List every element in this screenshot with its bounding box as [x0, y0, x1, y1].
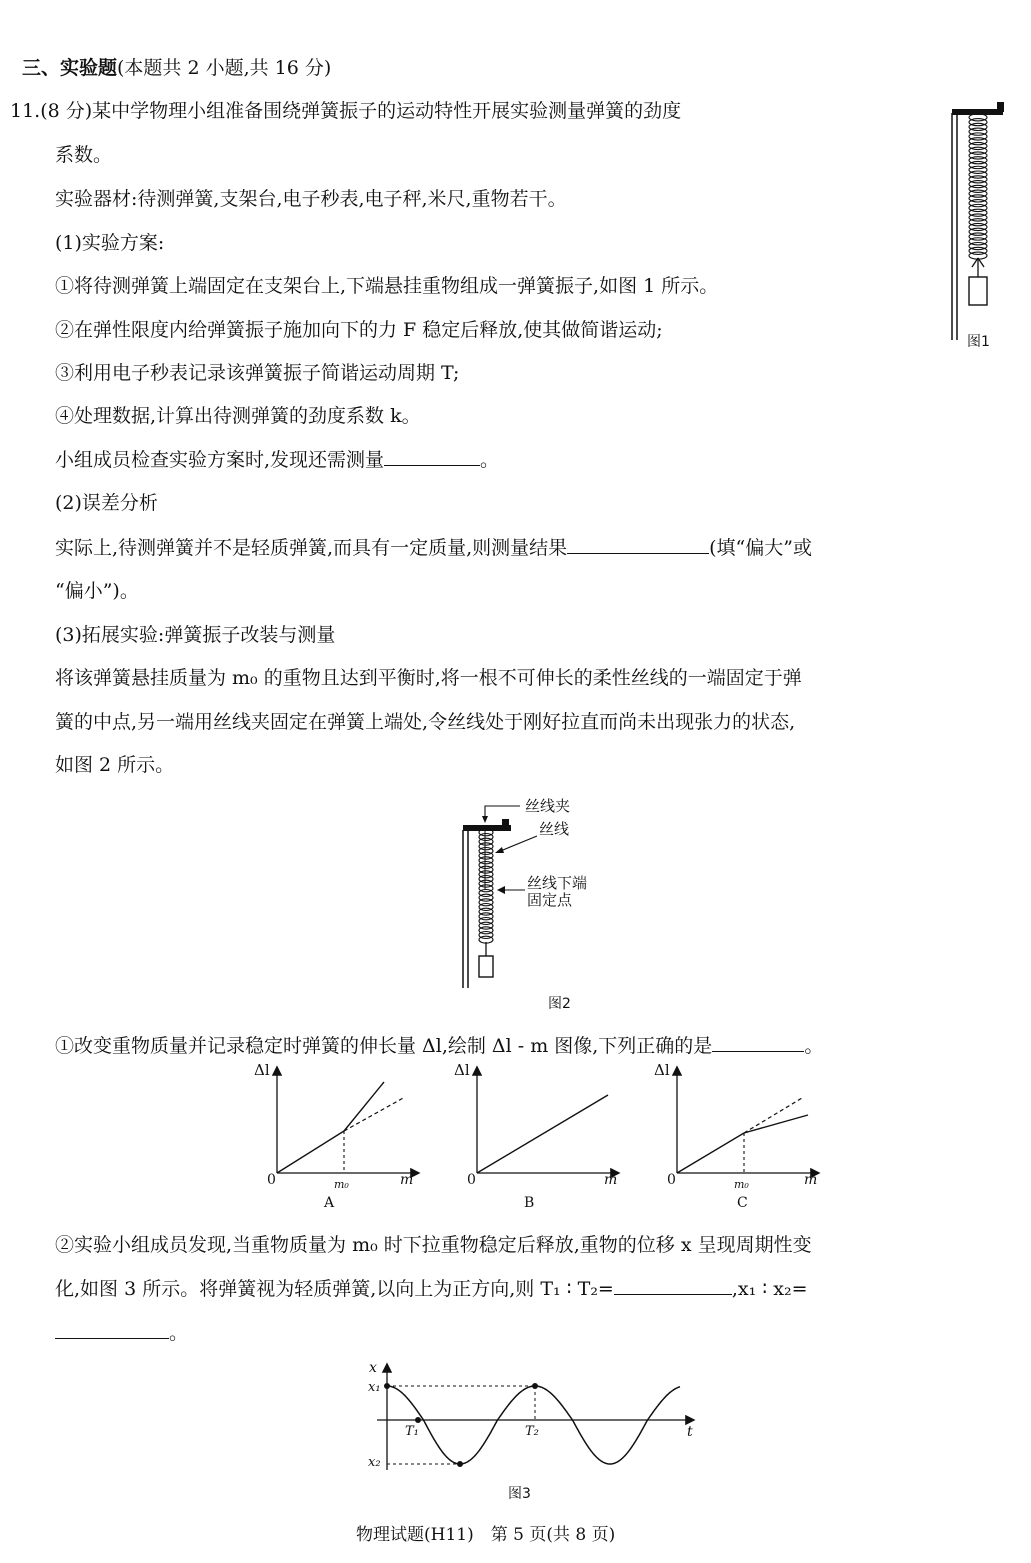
question-first-line: [10, 98, 681, 124]
fig3-x2-label: x₂: [368, 1455, 381, 1470]
error-line-2: “偏小”)。: [55, 580, 139, 602]
figure-1-caption: 图1: [967, 334, 990, 350]
check-line: [55, 447, 499, 473]
graph-options: [250, 1060, 830, 1220]
figure-2: [455, 790, 655, 995]
label-thread-clip: 丝线夹: [525, 797, 571, 815]
graph-b[interactable]: [454, 1061, 618, 1211]
answer-blank-amplitude-ratio[interactable]: [55, 1320, 169, 1339]
answer-blank-measure[interactable]: [384, 447, 480, 466]
fig3-t-axis-label: t: [687, 1424, 693, 1440]
part2-title: (2)误差分析: [55, 492, 158, 514]
figure-1: [940, 95, 1020, 355]
graph-c-origin: 0: [667, 1172, 676, 1188]
check-text: 小组成员检查实验方案时,发现还需测量: [55, 449, 385, 471]
error-hint: (填“偏大”或: [709, 537, 812, 559]
question-number: 11.: [10, 100, 41, 122]
graph-c-x-label: m: [804, 1172, 818, 1188]
graph-c-m0: m₀: [734, 1178, 749, 1191]
fig3-x1-label: x₁: [368, 1380, 381, 1395]
extension-line-1: 将该弹簧悬挂质量为 m₀ 的重物且达到平衡时,将一根不可伸长的柔性丝线的一端固定于弹: [55, 667, 802, 689]
graph-a-letter: A: [324, 1195, 335, 1211]
question-intro: (8 分)某中学物理小组准备围绕弹簧振子的运动特性开展实验测量弹簧的劲度: [40, 100, 682, 122]
section-note: (本题共 2 小题,共 16 分): [117, 57, 332, 79]
step-2: ②在弹性限度内给弹簧振子施加向下的力 F 稳定后释放,使其做简谐运动;: [55, 319, 663, 341]
page-footer: 物理试题(H11) 第 5 页(共 8 页): [356, 1525, 616, 1545]
graph-a-x-label: m: [400, 1172, 414, 1188]
label-thread: 丝线: [539, 820, 570, 838]
weight-block: [969, 277, 987, 305]
question-intro-continued: 系数。: [55, 144, 113, 166]
label-lower-end: 丝线下端: [527, 874, 588, 892]
extension-line-2: 簧的中点,另一端用丝线夹固定在弹簧上端处,令丝线处于刚好拉直而尚未出现张力的状态,: [55, 711, 796, 733]
sub-question-2-line-3: [55, 1320, 188, 1346]
sub2-mid: ,x₁ ∶ x₂=: [731, 1278, 808, 1300]
part1-title: (1)实验方案:: [55, 232, 165, 254]
sub-question-2-line-2: [55, 1276, 808, 1302]
check-end: 。: [480, 449, 500, 471]
graph-b-origin: 0: [467, 1172, 476, 1188]
sub1-end: 。: [804, 1035, 824, 1057]
sub2-end: 。: [169, 1322, 189, 1344]
graph-b-x-label: m: [604, 1172, 618, 1188]
sub-question-1: [55, 1033, 823, 1059]
fig3-T2-label: T₂: [525, 1424, 539, 1439]
graph-c[interactable]: [654, 1061, 818, 1211]
part3-title: (3)拓展实验:弹簧振子改装与测量: [55, 624, 336, 646]
section-title: 三、实验题: [22, 57, 118, 79]
answer-blank-period-ratio[interactable]: [614, 1276, 732, 1295]
step-3: ③利用电子秒表记录该弹簧振子简谐运动周期 T;: [55, 362, 460, 384]
equipment-text: 实验器材:待测弹簧,支架台,电子秒表,电子秤,米尺,重物若干。: [55, 188, 567, 210]
error-line: [55, 535, 812, 561]
graph-b-letter: B: [524, 1195, 535, 1211]
figure-3-caption: 图3: [508, 1486, 531, 1502]
graph-a-y-label: Δl: [254, 1061, 270, 1079]
label-fixed-point: 固定点: [527, 891, 573, 909]
sub1-text: ①改变重物质量并记录稳定时弹簧的伸长量 Δl,绘制 Δl - m 图像,下列正确的是: [55, 1035, 713, 1057]
graph-a-origin: 0: [267, 1172, 276, 1188]
figure-3: [365, 1360, 705, 1475]
sub-question-2-line-1: ②实验小组成员发现,当重物质量为 m₀ 时下拉重物稳定后释放,重物的位移 x 呈现周期性变: [55, 1234, 812, 1256]
sub2-text: 化,如图 3 所示。将弹簧视为轻质弹簧,以向上为正方向,则 T₁ ∶ T₂=: [55, 1278, 614, 1300]
spring-coil: [969, 114, 987, 259]
step-4: ④处理数据,计算出待测弹簧的劲度系数 k。: [55, 405, 421, 427]
figure-2-caption: 图2: [548, 996, 571, 1012]
spring-coil: [479, 829, 493, 943]
fig3-T1-label: T₁: [405, 1424, 419, 1439]
fig3-y-axis-label: x: [369, 1360, 377, 1376]
graph-c-y-label: Δl: [654, 1061, 670, 1079]
extension-line-3: 如图 2 所示。: [55, 754, 175, 776]
answer-blank-graph[interactable]: [712, 1033, 804, 1052]
step-1: ①将待测弹簧上端固定在支架台上,下端悬挂重物组成一弹簧振子,如图 1 所示。: [55, 275, 719, 297]
section-heading: [22, 55, 331, 81]
graph-a[interactable]: [254, 1061, 418, 1211]
graph-a-m0: m₀: [334, 1178, 349, 1191]
answer-blank-error[interactable]: [567, 535, 709, 554]
graph-c-letter: C: [737, 1195, 748, 1211]
weight-block: [479, 956, 493, 977]
error-text: 实际上,待测弹簧并不是轻质弹簧,而具有一定质量,则测量结果: [55, 537, 568, 559]
graph-b-y-label: Δl: [454, 1061, 470, 1079]
